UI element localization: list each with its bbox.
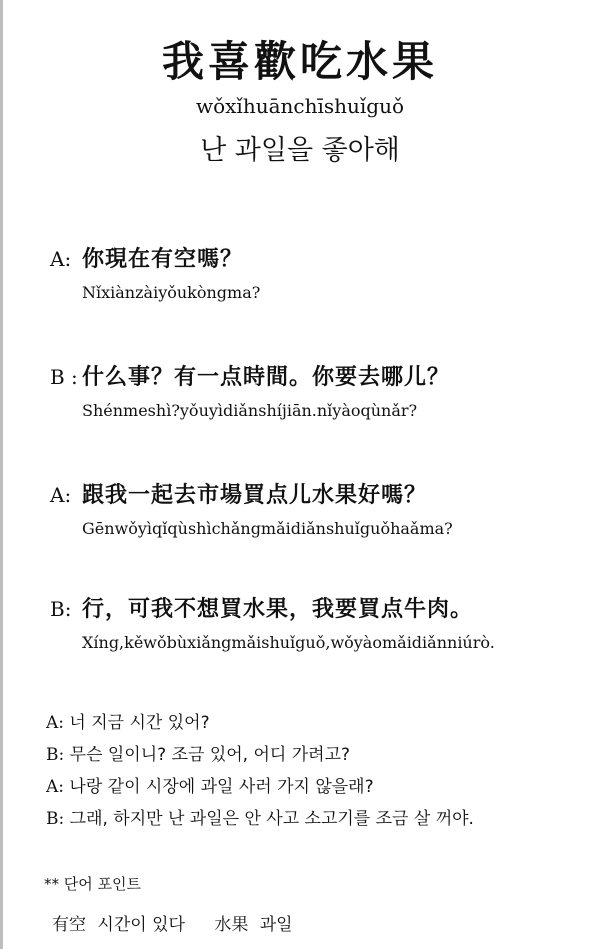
dialogue-hanzi: 什么事？有一点時間。你要去哪儿？ <box>82 365 451 390</box>
korean-translations <box>46 707 586 835</box>
translation-text: 무슨 일이니? 조금 있어, 어디 가려고? <box>69 745 351 765</box>
vocab-item <box>214 910 292 935</box>
dialogue-hanzi: 跟我一起去市場買点儿水果好嗎？ <box>82 483 428 508</box>
translation-line <box>46 739 586 771</box>
dialogue-line-2 <box>50 360 590 420</box>
translation-text: 너 지금 시간 있어? <box>69 713 210 733</box>
lesson-title-pinyin: wǒxǐhuānchīshuǐguǒ <box>195 94 405 118</box>
dialogue-hanzi: 行，可我不想買水果，我要買点牛肉。 <box>82 597 474 622</box>
translation-speaker: B: <box>46 809 65 829</box>
translation-line <box>46 771 586 803</box>
speaker-label: B: <box>50 597 72 621</box>
translation-speaker: A: <box>46 777 65 797</box>
vocab-meaning: 시간이 있다 <box>97 915 185 935</box>
dialogue-hanzi: 你現在有空嗎？ <box>82 247 244 272</box>
vocab-heading: ** 단어 포인트 <box>44 875 141 893</box>
vocab-word: 水果 <box>214 915 249 935</box>
dialogue-line-main <box>50 360 590 391</box>
dialogue-pinyin: Shénmeshì?yǒuyìdiǎnshíjiān.nǐyàoqùnǎr? <box>82 401 418 420</box>
dialogue-line-main <box>50 242 590 273</box>
dialogue-line-main <box>50 592 590 623</box>
translation-text: 그래, 하지만 난 과일은 안 사고 소고기를 조금 살 꺼야. <box>69 809 474 829</box>
vocab-list <box>52 910 317 935</box>
dialogue-pinyin: Gēnwǒyìqǐqùshìchǎngmǎidiǎnshuǐguǒhaǎma? <box>82 519 453 538</box>
dialogue-pinyin: Nǐxiànzàiyǒukòngma? <box>82 283 261 302</box>
speaker-label: A: <box>50 483 72 507</box>
lesson-header <box>0 36 600 168</box>
translation-speaker: B: <box>46 745 65 765</box>
dialogue-pinyin: Xíng,kěwǒbùxiǎngmǎishuǐguǒ,wǒyàomǎidiǎnniúrò. <box>82 633 495 652</box>
lesson-title-hanzi: 我喜歡吃水果 <box>161 37 438 86</box>
translation-line <box>46 803 586 835</box>
dialogue-line-3 <box>50 478 590 538</box>
vocab-meaning: 과일 <box>259 915 293 935</box>
lesson-title-korean: 난 과일을 좋아해 <box>200 135 400 166</box>
speaker-label: A: <box>50 247 72 271</box>
vocab-word: 有空 <box>52 915 86 935</box>
vocab-item <box>52 910 185 935</box>
translation-speaker: A: <box>46 713 65 733</box>
translation-text: 나랑 같이 시장에 과일 사러 가지 않을래? <box>69 777 374 797</box>
dialogue-line-4 <box>50 592 590 652</box>
translation-line <box>46 707 586 739</box>
speaker-label: B : <box>50 365 78 389</box>
dialogue-line-1 <box>50 242 590 302</box>
dialogue-line-main <box>50 478 590 509</box>
